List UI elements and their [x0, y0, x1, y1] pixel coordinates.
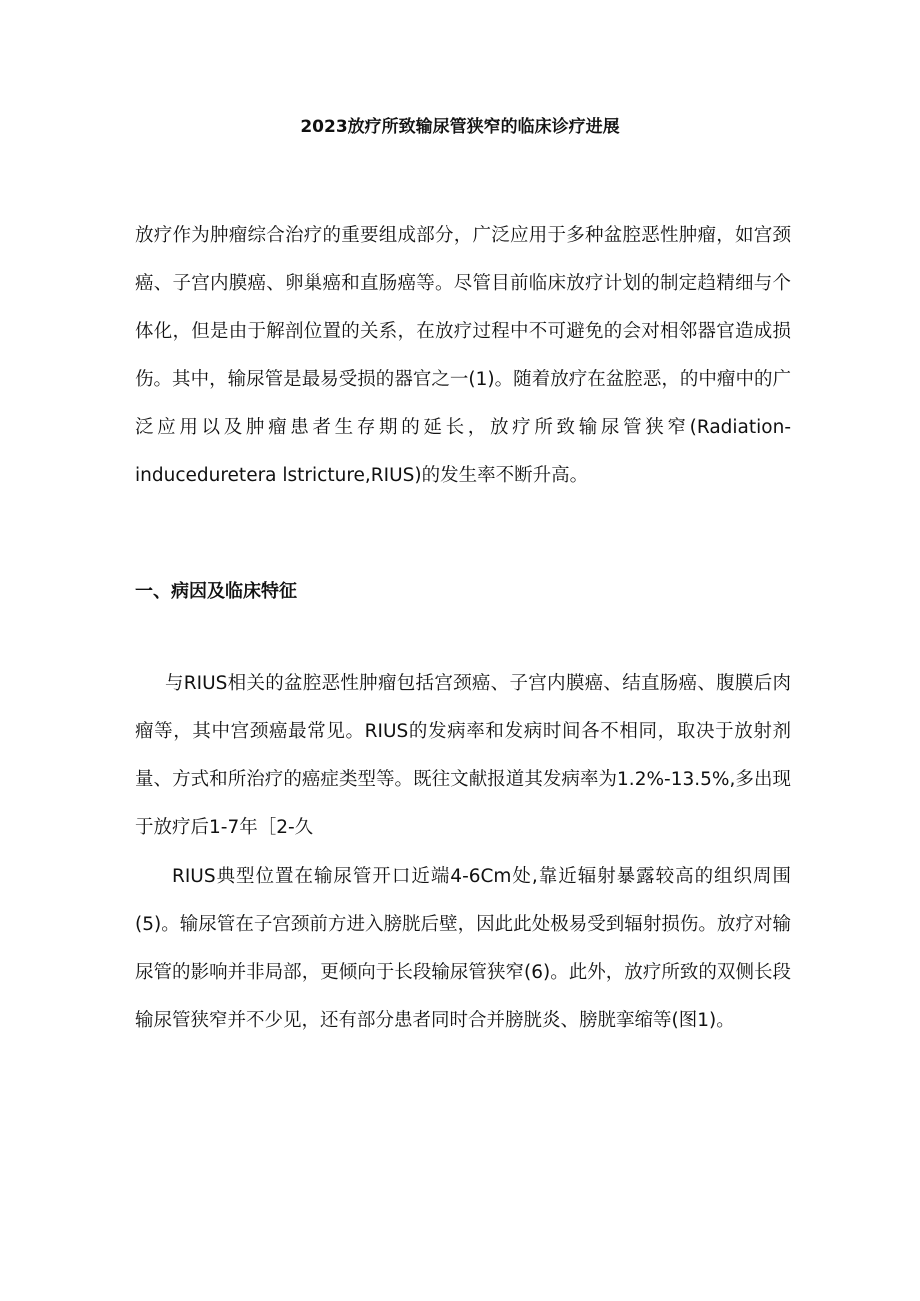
paragraph-line: 放疗作为肿瘤综合治疗的重要组成部分，广泛应用于多种盆腔恶性肿瘤，如宫颈	[135, 225, 791, 246]
section-heading: 一、病因及临床特征	[135, 581, 297, 602]
paragraph-line: 伤。其中，输尿管是最易受损的器官之一(1)。随着放疗在盆腔恶，的中瘤中的广	[135, 369, 791, 390]
section-paragraph-1	[135, 660, 791, 852]
paragraph-line: (5)。输尿管在子宫颈前方进入膀胱后壁，因此此处极易受到辐射损伤。放疗对输	[135, 914, 791, 935]
document-title: 2023放疗所致输尿管狭窄的临床诊疗进展	[300, 117, 620, 137]
intro-paragraph	[135, 212, 791, 500]
paragraph-line: 泛应用以及肿瘤患者生存期的延长，放疗所致输尿管狭窄(Radiation-	[135, 417, 791, 438]
paragraph-line: 尿管的影响并非局部，更倾向于长段输尿管狭窄(6)。此外，放疗所致的双侧长段	[135, 962, 791, 983]
paragraph-line: 瘤等，其中宫颈癌最常见。RIUS的发病率和发病时间各不相同，取决于放射剂	[135, 721, 791, 742]
paragraph-line: 与RIUS相关的盆腔恶性肿瘤包括宫颈癌、子宫内膜癌、结直肠癌、腹膜后肉	[165, 673, 791, 694]
paragraph-line: 输尿管狭窄并不少见，还有部分患者同时合并膀胱炎、膀胱挛缩等(图1)。	[135, 1010, 735, 1031]
paragraph-line: induceduretera lstricture,RIUS)的发生率不断升高。	[135, 465, 589, 486]
paragraph-line: 癌、子宫内膜癌、卵巢癌和直肠癌等。尽管目前临床放疗计划的制定趋精细与个	[135, 273, 791, 294]
paragraph-line: 体化，但是由于解剖位置的关系，在放疗过程中不可避免的会对相邻器官造成损	[135, 321, 791, 342]
paragraph-line: 量、方式和所治疗的癌症类型等。既往文献报道其发病率为1.2%-13.5%,多出现	[135, 769, 791, 790]
paragraph-line: RIUS典型位置在输尿管开口近端4-6Cm处,靠近辐射暴露较高的组织周围	[172, 866, 791, 887]
paragraph-line: 于放疗后1-7年［2-久	[135, 817, 314, 838]
section-paragraph-2	[135, 853, 791, 1045]
